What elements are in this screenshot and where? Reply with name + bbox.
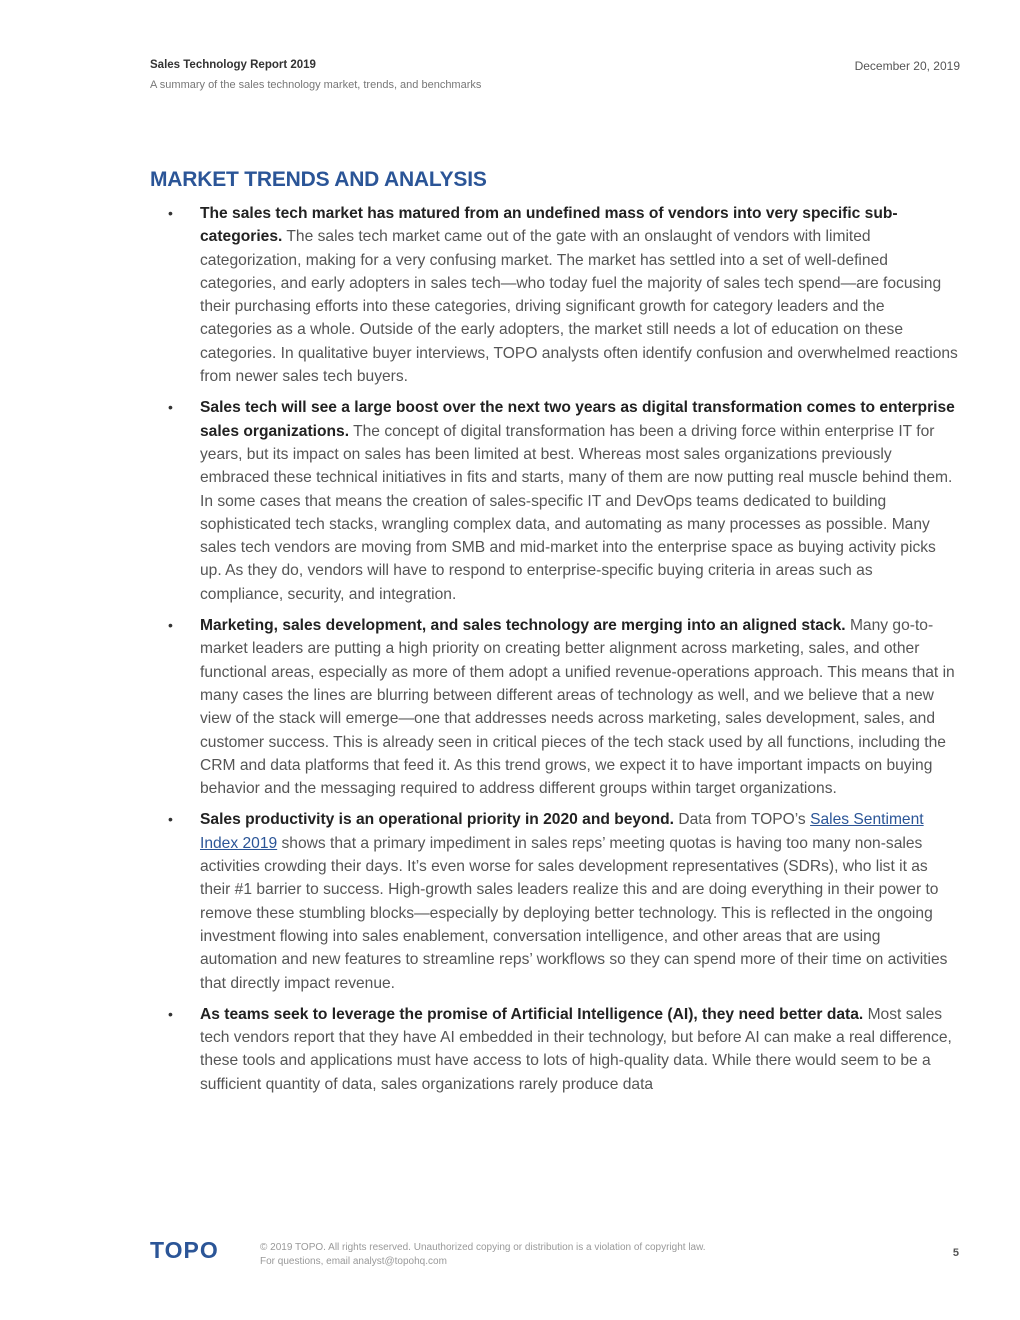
bullet-item bbox=[150, 808, 960, 994]
bullet-body: The sales tech market came out of the gate with an onslaught of vendors with limited categorization, making for a very confusing market. The market has settled into a set of well-defined categories, and early adopters in sales tech—who today fuel the majority of sales tech spend—are focusing their purchasing efforts into these categories, driving significant growth for category leaders and the categories as a whole. Outside of the early adopters, the market still needs a lot of education on these categories. In qualitative buyer interviews, TOPO analysts often identify confusion and overwhelmed reactions from newer sales tech buyers. bbox=[200, 228, 958, 386]
report-header-title: Sales Technology Report 2019 bbox=[150, 59, 316, 71]
bullet-body: Many go-to-market leaders are putting a high priority on creating better alignment across marketing, sales, and other functional areas, especially as more of them adopt a unified revenue-operations approach. This means that in many cases the lines are blurring between different areas of technology as well, and we believe that a new view of the stack will emerge—one that addresses needs across marketing, sales development, sales, and customer success. This is already seen in critical pieces of the tech stack used by all functions, including the CRM and data platforms that feed it. As this trend grows, we expect it to have important impacts on buying behavior and the messaging required to address different groups within target organizations. bbox=[200, 617, 955, 798]
bullet-lead: The sales tech market has matured from an undefined mass of vendors into very specific sub-categories. bbox=[200, 205, 898, 246]
bullet-icon: • bbox=[168, 205, 173, 221]
trend-bullet-list bbox=[150, 202, 960, 1104]
bullet-icon: • bbox=[168, 811, 173, 828]
report-date: December 20, 2019 bbox=[854, 59, 960, 73]
bullet-item bbox=[150, 396, 960, 606]
bullet-icon: • bbox=[168, 399, 173, 416]
sales-sentiment-index-link[interactable]: Sales Sentiment Index 2019 bbox=[200, 811, 924, 852]
bullet-lead: As teams seek to leverage the promise of Artificial Intelligence (AI), they need better data. bbox=[200, 1005, 864, 1023]
bullet-body: shows that a primary impediment in sales reps’ meeting quotas is having too many non-sales activities crowding their days. It’s even worse for sales development representatives (SDRs), who list it as their #1 barrier to success. High-growth sales leaders realize this and are doing everything in their power to remove these stumbling blocks—especially by deploying better technology. This is reflected in the ongoing investment flowing into sales enablement, conversation intelligence, and other areas that are using automation and new features to streamline reps’ workflows so they can spend more of their time on activities that directly impact revenue. bbox=[200, 834, 948, 992]
bullet-body: The concept of digital transformation has been a driving force within enterprise IT for years, but its impact on sales has been limited at best. Whereas most sales organizations previously embraced these technical initiatives in fits and starts, many of them are now putting real muscle behind them. In some cases that means the creation of sales-specific IT and DevOps teams dedicated to building sophisticated tech stacks, wrangling complex data, and automating as many processes as possible. Many sales tech vendors are moving from SMB and mid-market into the enterprise space as buying activity picks up. As they do, vendors will have to respond to enterprise-specific buying criteria in areas such as compliance, security, and integration. bbox=[200, 422, 953, 603]
footer-copyright bbox=[260, 1241, 706, 1269]
report-header-subtitle: A summary of the sales technology market, trends, and benchmarks bbox=[150, 79, 482, 91]
bullet-item bbox=[150, 1003, 960, 1096]
bullet-icon: • bbox=[168, 1005, 173, 1022]
bullet-lead: Sales productivity is an operational priority in 2020 and beyond. bbox=[200, 811, 674, 829]
bullet-body-pre: Data from TOPO’s bbox=[674, 811, 811, 829]
copyright-text: © 2019 TOPO. All rights reserved. Unauthorized copying or distribution is a violation of copyright law. bbox=[260, 1242, 706, 1253]
bullet-item bbox=[150, 614, 960, 800]
bullet-body: Most sales tech vendors report that they have AI embedded in their technology, but before AI can make a real difference, these tools and applications must have access to lots of high-quality data. While there would seem to be a sufficient quantity of data, sales organizations rarely produce data bbox=[200, 1005, 952, 1093]
topo-logo: TOPO bbox=[150, 1237, 219, 1263]
bullet-item bbox=[150, 202, 960, 388]
page-number: 5 bbox=[952, 1247, 959, 1259]
bullet-lead: Marketing, sales development, and sales technology are merging into an aligned stack. bbox=[200, 617, 846, 635]
bullet-lead: Sales tech will see a large boost over the next two years as digital transformation comes to enterprise sales organizations. bbox=[200, 399, 955, 440]
contact-text: For questions, email analyst@topohq.com bbox=[260, 1256, 447, 1267]
section-title: MARKET TRENDS AND ANALYSIS bbox=[150, 168, 487, 191]
bullet-icon: • bbox=[168, 617, 173, 634]
